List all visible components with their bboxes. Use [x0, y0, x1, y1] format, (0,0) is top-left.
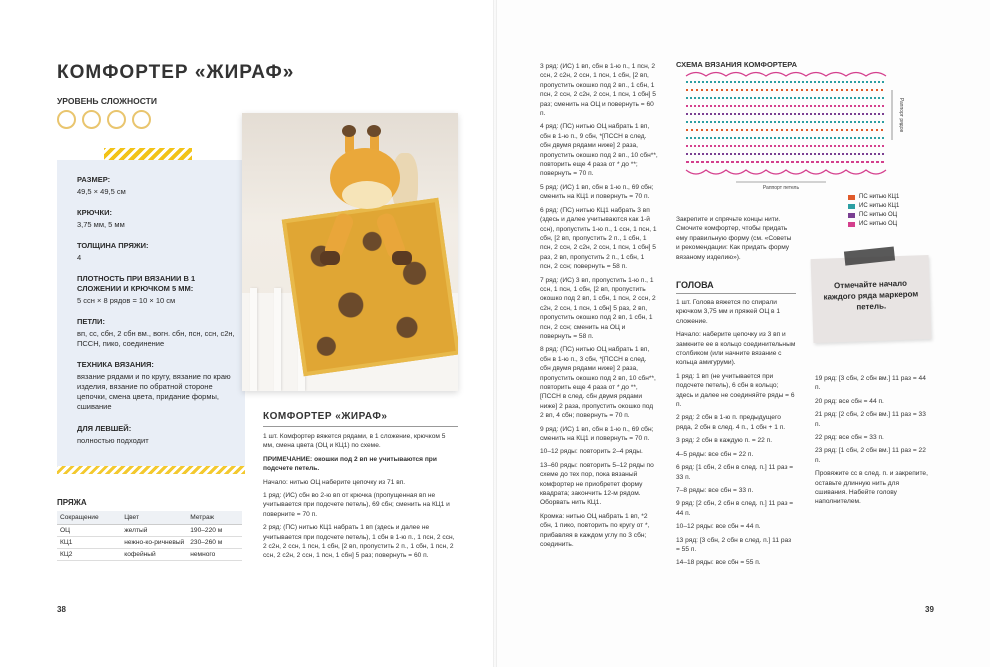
- giraffe-hoof: [320, 251, 340, 265]
- legend-item: [848, 220, 899, 229]
- info-size: [77, 175, 237, 197]
- paragraph: 3 ряд: (ИС) 1 вп, сбн в 1-ю п., 1 псн, 2 ссн, 2 с2н, 2 ссн, 1 псн, 1 сбн, [2 вп, пропустить окошко под 2 вп., 1 сбн, 1 псн, 2 ссн, 2 с2н, 2 ссн, 1 псн, 1 сбн] 5 раз; сменить на ОЦ и повернуть = 60 п.: [540, 63, 656, 118]
- difficulty-circle-icon: [107, 110, 126, 129]
- paragraph: 6 ряд: (ПС) нитью КЦ1 набрать 3 вп (здесь и далее учитываются как 1-й ссн), пропустить 1-ю п., 1 ссн, 1 псн, 1 сбн, [2 вп, пропустить 2 п., 1 сбн, 1 псн, 2 ссн, 2 с2н, 2 ссн, 1 псн, 1 сбн] 5 раз, 2 вп, пропустить 2 п., 1 сбн, 1 псн, 2 ссн; повернуть = 58 п.: [540, 206, 657, 271]
- paragraph: 1 шт. Комфортер вяжется рядами, в 1 сложение, крючком 5 мм, смена цвета (ОЦ и КЦ1) по схеме.: [263, 433, 446, 450]
- finishing-text: Закрепите и спрячьте концы нити. Смочите комфортер, чтобы придать ему правильную форму (см. «Советы и рекомендации: Как придать форму вязаному изделию»).: [676, 216, 792, 261]
- note-text: Отмечайте начало каждого ряда маркером петель.: [823, 278, 919, 312]
- difficulty-circle-icon: [57, 110, 76, 129]
- cell: 230–260 м: [187, 537, 242, 549]
- pattern-col-1: [263, 432, 458, 565]
- paragraph: 1 ряд: (ИС) сбн во 2-ю вп от крючка (пропущенная вп не учитывается при подсчете петель), 69 сбн; сменить на КЦ1 и поверните = 70 п.: [263, 492, 450, 518]
- legend-item: [848, 193, 899, 202]
- paragraph: Кромка: нитью ОЦ набрать 1 вп, *2 сбн, 1 пико, повторить по кругу от *, прибавляя в каждом углу по 3 сбн; соединить.: [540, 512, 650, 549]
- difficulty-label: УРОВЕНЬ СЛОЖНОСТИ: [57, 96, 157, 106]
- difficulty-circles: [57, 110, 151, 129]
- info-label: ПЕТЛИ:: [77, 317, 105, 326]
- info-value: вп, сс, сбн, 2 сбн вм., вогн. сбн, псн, ссн, с2н, ПССН, пико, соединение: [77, 329, 235, 348]
- info-panel: [57, 160, 245, 466]
- paragraph: 9 ряд: (ИС) 1 вп, сбн в 1-ю п., 69 сбн; сменить на КЦ1 и повернуть = 70 п.: [540, 425, 654, 443]
- sticky-note: [811, 255, 932, 343]
- book-spine: [493, 0, 497, 667]
- page-title: КОМФОРТЕР «ЖИРАФ»: [57, 62, 295, 83]
- paragraph: 5 ряд: (ИС) 1 вп, сбн в 1-ю п., 69 сбн; сменить на КЦ1 и повернуть = 70 п.: [540, 183, 654, 201]
- column-header: Цвет: [121, 511, 187, 525]
- decor-stripe: [57, 466, 245, 474]
- pattern-col-4: [815, 374, 930, 511]
- paragraph: 1 ряд: 1 вп (не учитывается при подсчете петель), 6 сбн в кольцо; здесь и далее не соединяйте ряды = 6 п.: [676, 372, 795, 409]
- chart-rows: [686, 73, 886, 175]
- legend-swatch: [848, 204, 855, 209]
- crochet-chart: [676, 70, 908, 190]
- section-divider: [676, 293, 796, 294]
- giraffe-hoof: [392, 251, 412, 265]
- info-hooks: [77, 208, 237, 230]
- paragraph: ПРИМЕЧАНИЕ: окошки под 2 вп не учитываются при подсчете петель.: [263, 455, 437, 473]
- paragraph: 10–12 ряды: все сбн = 44 п.: [676, 523, 761, 531]
- column-header: Сокращение: [57, 511, 121, 525]
- info-stitches: [77, 317, 237, 349]
- legend-label: ПС нитью КЦ1: [859, 194, 900, 200]
- repeat-loops-label: Раппорт петель: [762, 185, 800, 190]
- cell: КЦ1: [57, 537, 121, 549]
- chart-legend: [848, 193, 899, 229]
- legend-item: [848, 202, 899, 211]
- paragraph: Провяжите сс в след. п. и закрепите, оставьте длинную нить для сшивания. Набейте голову наполнителем.: [815, 470, 928, 506]
- legend-swatch: [848, 213, 855, 218]
- cell: нежно-ко-ричневый: [121, 537, 187, 549]
- column-header: Метраж: [187, 511, 242, 525]
- repeat-rows-label: Раппорт рядов: [898, 97, 904, 133]
- paragraph: 2 ряд: (ПС) нитью КЦ1 набрать 1 вп (здесь и далее не учитывается при подсчете петель), 1 сбн в 1-ю п., 1 псн, 2 ссн, 2 с2н, 2 ссн, 1 псн, 1 сбн, [2 вп, пропустить 2 п., 1 сбн, 1 псн, 2 ссн, 2 с2н, 2 ссн, 1 псн, 1 сбн] 5 раз; повернуть = 60 п.: [263, 524, 455, 560]
- legend-label: ПС нитью ОЦ: [859, 212, 898, 218]
- paragraph: 7–8 ряды: все сбн = 33 п.: [676, 486, 754, 494]
- paragraph: 14–18 ряды: все сбн = 55 п.: [676, 559, 761, 567]
- info-technique: [77, 360, 237, 412]
- pattern-col-3: [676, 298, 796, 572]
- paragraph: 7 ряд: (ИС) 3 вп, пропустить 1-ю п., 1 ссн, 1 псн, 1 сбн, [2 вп, пропустить окошко под 2 вп, 1 сбн, 1 псн, 2 ссн, 2 с2н, 2 ссн, 1 псн, 1 сбн] 5 раз, 2 вп, пропустить окошко под 2 вп, 1 сбн, 1 псн, 2 ссн; сменить на ОЦ и повернуть = 58 п.: [540, 276, 656, 340]
- section-title: КОМФОРТЕР «ЖИРАФ»: [263, 411, 388, 422]
- paragraph: 19 ряд: [3 сбн, 2 сбн вм.] 11 раз = 44 п.: [815, 375, 926, 392]
- paragraph: 1 шт. Голова вяжется по спирали крючком 3,75 мм и пряжей ОЦ в 1 сложение.: [676, 299, 781, 325]
- info-gauge: [77, 274, 237, 306]
- giraffe-photo: [242, 113, 458, 391]
- pattern-col-2: [540, 62, 658, 554]
- info-value: полностью подходит: [77, 436, 149, 445]
- legend-label: ИС нитью КЦ1: [859, 203, 900, 209]
- crib-rail: [250, 288, 257, 391]
- cell: 190–220 м: [187, 525, 242, 537]
- yarn-table: [57, 511, 242, 561]
- legend-swatch: [848, 222, 855, 227]
- info-value: 49,5 × 49,5 см: [77, 187, 126, 196]
- paragraph: 21 ряд: [2 сбн, 2 сбн вм.] 11 раз = 33 п.: [815, 411, 926, 428]
- difficulty-circle-icon: [132, 110, 151, 129]
- schema-title: СХЕМА ВЯЗАНИЯ КОМФОРТЕРА: [676, 60, 798, 69]
- info-label: РАЗМЕР:: [77, 175, 111, 184]
- table-header-row: [57, 511, 242, 525]
- cell: кофейный: [121, 549, 187, 561]
- paragraph: 6 ряд: [1 сбн, 2 сбн в след. п.] 11 раз = 33 п.: [676, 464, 794, 481]
- yarn-title: ПРЯЖА: [57, 498, 87, 507]
- legend-label: ИС нитью ОЦ: [859, 221, 898, 227]
- crib-rail: [274, 288, 281, 391]
- paragraph: 3 ряд: 2 сбн в каждую п. = 22 п.: [676, 437, 773, 445]
- paragraph: Начало: наберите цепочку из 3 вп и замкните ее в кольцо соединительным столбиком (или начните вязание с кольца амигуруми).: [676, 331, 796, 367]
- info-label: ДЛЯ ЛЕВШЕЙ:: [77, 424, 132, 433]
- cell: ОЦ: [57, 525, 121, 537]
- giraffe-blanket: [282, 198, 458, 376]
- info-lefthand: [77, 424, 237, 446]
- table-row: [57, 537, 242, 549]
- info-value: 5 ссн × 8 рядов = 10 × 10 см: [77, 296, 176, 305]
- legend-item: [848, 211, 899, 220]
- paragraph: 10–12 ряды: повторить 2–4 ряды.: [540, 448, 643, 456]
- cell: немного: [187, 549, 242, 561]
- paragraph: Начало: нитью ОЦ наберите цепочку из 71 вп.: [263, 478, 406, 486]
- paragraph: 13 ряд: [3 сбн, 2 сбн в след. п.] 11 раз = 55 п.: [676, 536, 792, 553]
- head-section-title: ГОЛОВА: [676, 280, 714, 290]
- difficulty-circle-icon: [82, 110, 101, 129]
- info-label: ТОЛЩИНА ПРЯЖИ:: [77, 241, 149, 250]
- table-row: [57, 525, 242, 537]
- page-number: 39: [925, 605, 934, 614]
- info-label: КРЮЧКИ:: [77, 208, 112, 217]
- section-divider: [263, 426, 458, 427]
- cell: желтый: [121, 525, 187, 537]
- info-weight: [77, 241, 237, 263]
- info-value: вязание рядами и по кругу, вязание по краю изделия, вязание по обратной стороне цепочки, смена цвета, придание формы, сшивание: [77, 372, 231, 411]
- paragraph: 2 ряд: 2 сбн в 1-ю п. предыдущего ряда, 2 сбн в след. 4 п., 1 сбн + 1 п.: [676, 414, 786, 431]
- table-row: [57, 549, 242, 561]
- info-value: 4: [77, 253, 82, 262]
- paragraph: 9 ряд: [2 сбн, 2 сбн в след. п.] 11 раз = 44 п.: [676, 500, 794, 517]
- paragraph: 4–5 ряды: все сбн = 22 п.: [676, 450, 754, 458]
- paragraph: 20 ряд: все сбн = 44 п.: [815, 397, 884, 405]
- cell: КЦ2: [57, 549, 121, 561]
- giraffe-muzzle: [342, 181, 392, 209]
- paragraph: 23 ряд: [1 сбн, 2 сбн вм.] 11 раз = 22 п.: [815, 447, 926, 464]
- info-label: ТЕХНИКА ВЯЗАНИЯ:: [77, 360, 154, 369]
- page-number: 38: [57, 605, 66, 614]
- info-value: 3,75 мм, 5 мм: [77, 220, 125, 229]
- paragraph: 8 ряд: (ПС) нитью ОЦ набрать 1 вп, сбн в 1-ю п., 3 сбн, *[ПССН в след. сбн двумя рядами ниже] 2 раза, пропустить окошко под 2 вп, 10 сбн**, повторить еще 4 раза от * до **, [ПССН в след. сбн двумя рядами ниже] 2 раза, пропустить окошко под 2 вп, 4 сбн; повернуть = 70 п.: [540, 346, 656, 420]
- paragraph: 13–60 ряды: повторить 5–12 ряды по схеме до тех пор, пока вязаный комфортер не приобретет форму квадрата; закончить 12-м рядом. Оборвать нить КЦ1.: [540, 461, 654, 507]
- info-label: ПЛОТНОСТЬ ПРИ ВЯЗАНИИ В 1 СЛОЖЕНИИ И КРЮЧКОМ 5 ММ:: [77, 274, 196, 293]
- paragraph: 4 ряд: (ПС) нитью ОЦ набрать 1 вп, сбн в 1-ю п., 9 сбн, *[ПССН в след. сбн двумя рядами ниже] 2 раза, пропустить окошко под 2 вп., 10 сбн**, повторить еще 4 раза от * до **; повернуть = 70 п.: [540, 123, 658, 178]
- legend-swatch: [848, 195, 855, 200]
- paragraph: 22 ряд: все сбн = 33 п.: [815, 434, 884, 442]
